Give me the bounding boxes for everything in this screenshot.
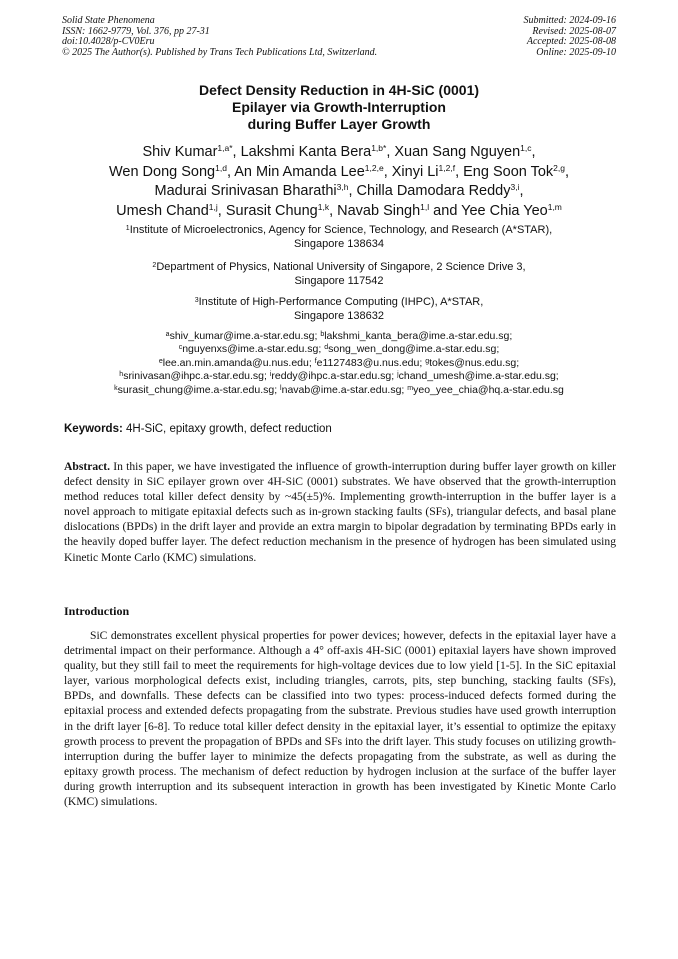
email-address[interactable]: tokes@nus.edu.sg; (429, 356, 520, 369)
author-name: Chilla Damodara Reddy (356, 183, 511, 199)
affiliation-marker: 3 (194, 297, 199, 304)
author-name: Xuan Sang Nguyen (394, 144, 521, 160)
affiliation-2 (60, 260, 618, 288)
author-affiliation-marker: 1,l (420, 201, 430, 212)
email-marker: k (114, 384, 118, 392)
affiliation-1 (60, 223, 618, 251)
author-name: Surasit Chung (225, 202, 318, 219)
email-marker: f (314, 357, 317, 365)
journal-header-left (62, 16, 377, 58)
author-name: Madurai Srinivasan Bharathi (154, 183, 337, 199)
author-name: Xinyi Li (391, 163, 439, 180)
author-affiliation-marker: 1,d (215, 162, 227, 173)
author-affiliation-marker: 3,i (510, 182, 520, 192)
email-address[interactable]: song_wen_dong@ime.a-star.edu.sg; (328, 343, 500, 356)
author-affiliation-marker: 1,a* (217, 143, 233, 153)
journal-header-right (524, 16, 617, 58)
affiliation-text: Institute of Microelectronics, Agency for Science, Technology, and Research (A*STAR), (129, 224, 553, 236)
author-affiliation-marker: 1,k (317, 201, 330, 212)
email-address[interactable]: reddy@ihpc.a-star.edu.sg; (271, 370, 395, 383)
journal-copyright: © 2025 The Author(s). Published by Trans Tech Publications Ltd, Switzerland. (62, 46, 378, 58)
section-title: Introduction (64, 604, 130, 618)
abstract (64, 459, 616, 565)
email-marker: b (320, 331, 325, 338)
title-line: Epilayer via Growth-Interruption (232, 99, 446, 115)
affiliation-text: Singapore 117542 (294, 275, 384, 287)
journal-name: Solid State Phenomena (62, 15, 155, 26)
affiliation-text: Singapore 138634 (294, 238, 384, 250)
date-submitted: Submitted: 2024-09-16 (523, 15, 616, 26)
author-name: Eng Soon Tok (463, 163, 554, 180)
title-line: Defect Density Reduction in 4H-SiC (0001) (198, 82, 480, 98)
affiliation-3 (60, 295, 618, 323)
author-name: Yee Chia Yeo (461, 202, 548, 219)
email-marker: c (178, 344, 183, 352)
email-address[interactable]: lakshmi_kanta_bera@ime.a-star.edu.sg; (324, 330, 513, 342)
author-affiliation-marker: 3,h (336, 182, 349, 192)
email-address[interactable]: nguyenxs@ime.a-star.edu.sg; (182, 343, 322, 356)
abstract-label: Abstract. (64, 460, 111, 473)
date-online: Online: 2025-09-10 (536, 46, 616, 58)
email-address[interactable]: e1127483@u.nus.edu; (316, 356, 423, 369)
email-marker: e (158, 357, 163, 365)
author-affiliation-marker: 1,b* (371, 143, 387, 153)
journal-issn: ISSN: 1662-9779, Vol. 376, pp 27-31 (62, 25, 210, 37)
author-name: Umesh Chand (116, 202, 209, 219)
email-address[interactable]: srinivasan@ihpc.a-star.edu.sg; (123, 370, 267, 383)
date-revised: Revised: 2025-08-07 (532, 25, 616, 37)
author-name: Navab Singh (337, 202, 421, 219)
email-marker: i (269, 371, 272, 379)
author-name: Wen Dong Song (108, 163, 216, 180)
affiliation-marker: 1 (125, 225, 130, 232)
email-marker: m (407, 384, 414, 392)
email-marker: j (397, 371, 399, 379)
keywords-label: Keywords: (64, 423, 123, 435)
author-name: Lakshmi Kanta Bera (240, 144, 372, 160)
author-name: Shiv Kumar (142, 144, 218, 160)
email-marker: d (324, 344, 329, 352)
keywords-text: 4H-SiC, epitaxy growth, defect reduction (126, 423, 332, 435)
paper-title (60, 82, 618, 133)
email-address[interactable]: yeo_yee_chia@hq.a-star.edu.sg (413, 383, 564, 396)
email-address[interactable]: lee.an.min.amanda@u.nus.edu; (162, 356, 312, 369)
author-affiliation-marker: 2,g (553, 162, 565, 173)
affiliation-marker: 2 (152, 262, 157, 269)
date-accepted: Accepted: 2025-08-08 (526, 36, 616, 47)
title-line: during Buffer Layer Growth (247, 116, 431, 132)
author-affiliation-marker: 1,2,e (364, 162, 384, 173)
email-marker: h (119, 371, 124, 379)
author-affiliation-marker: 1,m (547, 201, 562, 212)
author-affiliation-marker: 1,2,f (438, 162, 456, 173)
abstract-text: In this paper, we have investigated the influence of growth-interruption during buffer layer growth on killer defect density in SiC epilayer grown over 4H-SiC (0001) substrates. We have observed that the growth-interruption method reduces total killer defect density by ~45(±5)%. Implementing growth-interruption in the buffer layer is a novel approach to mitigate epitaxial defects such as in-grown stacking faults (SFs), triangular defects, and basal plane dislocations (BPDs) in the drift layer and provide an extra margin to bipolar degradation by terminating BPDs early in the heavily doped buffer layer. The defect reduction mechanism in the presence of hydrogen has been simulated using Kinetic Monte Carlo (KMC) simulations. (64, 460, 616, 564)
email-marker: g (425, 357, 430, 365)
affiliation-text: Institute of High-Performance Computing (IHPC), A*STAR, (198, 296, 484, 308)
email-marker: a (165, 331, 170, 338)
email-address[interactable]: shiv_kumar@ime.a-star.edu.sg; (169, 330, 318, 342)
email-marker: l (280, 384, 282, 392)
author-affiliation-marker: 1,j (208, 201, 218, 212)
keywords (64, 423, 616, 435)
author-list: Shiv Kumar$^{1,a*}$, Lakshmi Kanta Bera$^{1,b*}$, Xuan Sang Nguyen$^{1,c}$, Wen Dong Song$^{1,d}$, An Min Amanda Lee$^{1,2,e}$, Xinyi Li$^{1,2,f}$, Eng Soon Tok$^{2,g}$, Madurai Srinivasan Bharathi$^{3,h}$, Chilla Damodara Reddy$^{3,i}$, Umesh Chand$^{1,j}$, Surasit Chung$^{1,k}$, Navab Singh$^{1,l}$ and Yee Chia Yeo$^{1,m}$ (108, 143, 570, 219)
author-name: An Min Amanda Lee (234, 163, 365, 180)
affiliation-text: Singapore 138632 (294, 310, 384, 322)
introduction-paragraph: SiC demonstrates excellent physical properties for power devices; however, defects in the epitaxial layer have a detrimental impact on their performance. Although a 4° off-axis 4H-SiC (0001) epitaxial layers have shown improved quality, but they still fail to meet the requirements for high-voltage devices due to low yield [1-5]. In the SiC epitaxial layer, various morphological defects exist, including triangles, carrots, pits, step bunching, stacking faults (SFs), BPDs, and downfalls. These defects can be classified into two types: process-induced defects formed during the epitaxial process and extended defects propagating from the substrate. Previous studies have used growth interruption in the drift layer [6-8]. To reduce total killer defect density in the epitaxial layer, it’s essential to optimize the epitaxy growth process to prevent the propagation of BPDs and SFs into the drift layer. This study focuses on utilizing growth-interruption during the buffer layer to minimize the defects propagating from the substrate, as well as during the epitaxy growth process. The mechanism of defect reduction by hydrogen inclusion at the surface of the buffer layer during growth interruption and its subsequent interaction in growth has been investigated by Kinetic Monte Carlo (KMC) simulations. (64, 629, 616, 809)
journal-doi: doi:10.4028/p-CV0Eru (62, 36, 155, 47)
email-address[interactable]: chand_umesh@ime.a-star.edu.sg; (398, 370, 559, 383)
email-address[interactable]: navab@ime.a-star.edu.sg; (281, 383, 405, 396)
affiliation-text: Department of Physics, National University of Singapore, 2 Science Drive 3, (156, 261, 526, 273)
email-address[interactable]: surasit_chung@ime.a-star.edu.sg; (117, 383, 278, 396)
email-list (40, 330, 638, 397)
author-affiliation-marker: 1,c (520, 143, 532, 153)
